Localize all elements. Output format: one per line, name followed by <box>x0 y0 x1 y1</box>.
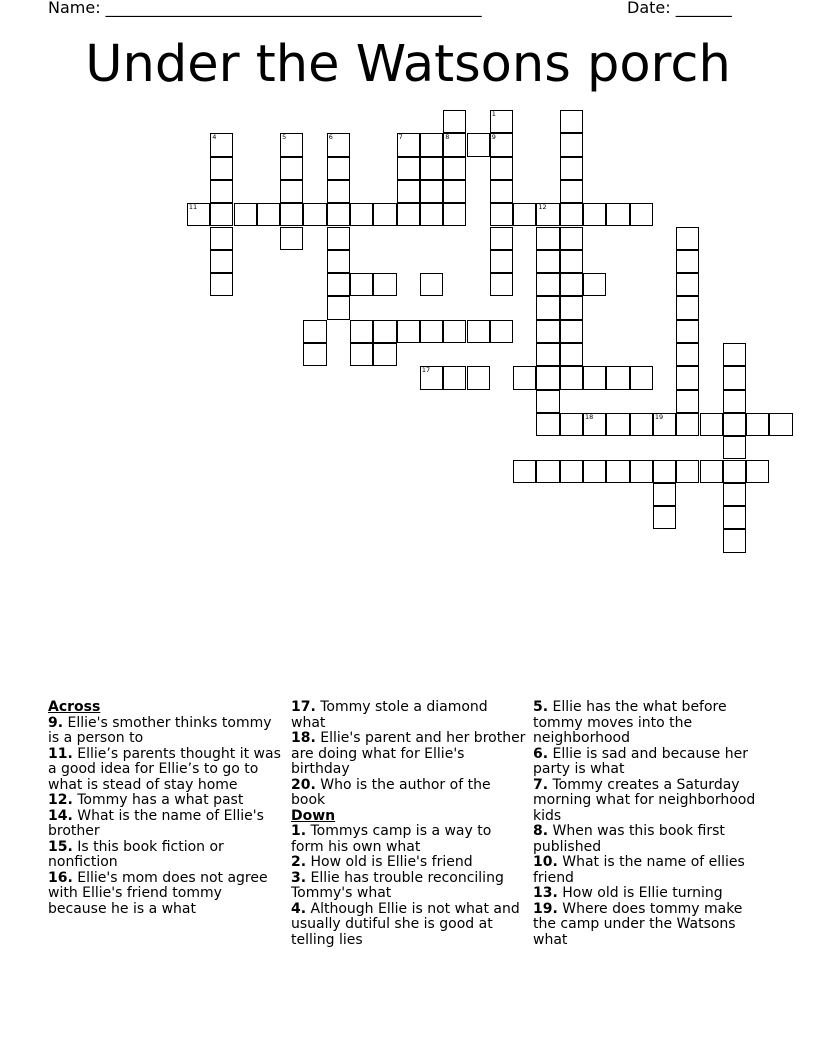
grid-cell[interactable] <box>630 460 653 483</box>
grid-cell[interactable] <box>327 227 350 250</box>
grid-cell[interactable] <box>536 366 559 389</box>
grid-cell[interactable] <box>467 366 490 389</box>
page-title: Under the Watsons porch <box>85 35 731 94</box>
grid-cell[interactable] <box>606 366 629 389</box>
grid-cell[interactable] <box>327 133 350 156</box>
clue-item-text: Tommy stole a diamond what <box>291 699 488 731</box>
clue-item-text: What is the name of ellies friend <box>533 854 745 886</box>
grid-cell[interactable] <box>397 180 420 203</box>
grid-cell[interactable] <box>653 460 676 483</box>
grid-cell[interactable] <box>234 203 257 226</box>
grid-cell[interactable] <box>560 320 583 343</box>
grid-cell[interactable] <box>210 250 233 273</box>
clue-item <box>533 700 768 747</box>
grid-cell[interactable] <box>443 157 466 180</box>
grid-cell[interactable] <box>746 413 769 436</box>
clue-item <box>291 778 526 809</box>
grid-cell[interactable] <box>303 320 326 343</box>
grid-cell[interactable] <box>467 320 490 343</box>
grid-cell[interactable] <box>583 366 606 389</box>
clue-item <box>533 747 768 778</box>
clue-item <box>291 871 526 902</box>
grid-cell[interactable] <box>723 529 746 552</box>
grid-cell[interactable] <box>560 180 583 203</box>
grid-cell[interactable] <box>676 460 699 483</box>
grid-cell[interactable] <box>327 250 350 273</box>
grid-cell[interactable] <box>700 460 723 483</box>
grid-cell[interactable] <box>723 343 746 366</box>
clue-item-text: Tommy creates a Saturday morning what for neighborhood kids <box>533 776 756 824</box>
clue-item <box>533 886 768 902</box>
grid-cell[interactable] <box>397 320 420 343</box>
clue-item-text: Who is the author of the book <box>291 776 491 808</box>
grid-cell[interactable] <box>560 203 583 226</box>
clue-item-number: 15. <box>48 838 73 855</box>
grid-cell[interactable] <box>350 273 373 296</box>
clue-item <box>48 809 283 840</box>
clue-item <box>291 700 526 731</box>
grid-cell[interactable] <box>397 203 420 226</box>
grid-cell[interactable] <box>513 460 536 483</box>
clue-number: 12 <box>538 203 547 212</box>
grid-cell[interactable] <box>373 273 396 296</box>
clue-item-number: 19. <box>533 900 558 917</box>
clue-item-number: 5. <box>533 699 549 715</box>
grid-cell[interactable] <box>536 343 559 366</box>
date-field-label: Date: _______ <box>627 0 732 17</box>
grid-cell[interactable] <box>210 157 233 180</box>
clue-number: 6 <box>328 133 333 142</box>
clue-number: 17 <box>421 366 431 375</box>
grid-cell[interactable] <box>443 133 466 156</box>
grid-cell[interactable] <box>700 413 723 436</box>
clue-number: 7 <box>398 133 403 142</box>
grid-cell[interactable] <box>373 343 396 366</box>
grid-cell[interactable] <box>490 320 513 343</box>
grid-cell[interactable] <box>630 413 653 436</box>
grid-cell[interactable] <box>560 366 583 389</box>
grid-cell[interactable] <box>676 390 699 413</box>
grid-cell[interactable] <box>420 203 443 226</box>
clue-item <box>533 902 768 949</box>
clue-column-2 <box>291 700 526 948</box>
grid-cell[interactable] <box>723 390 746 413</box>
grid-cell[interactable] <box>560 343 583 366</box>
grid-cell[interactable] <box>536 460 559 483</box>
grid-cell[interactable] <box>606 460 629 483</box>
clue-item-text: Tommys camp is a way to form his own what <box>291 823 492 855</box>
grid-cell[interactable] <box>280 227 303 250</box>
grid-cell[interactable] <box>467 133 490 156</box>
grid-cell[interactable] <box>327 203 350 226</box>
clue-item-number: 7. <box>533 776 549 793</box>
down-heading: Down <box>291 807 336 824</box>
clue-item-number: 1. <box>291 823 307 839</box>
grid-cell[interactable] <box>583 203 606 226</box>
clue-item-number: 17. <box>291 699 316 715</box>
clue-item-text: What is the name of Ellie's brother <box>48 807 264 839</box>
clue-item-number: 8. <box>533 823 549 839</box>
grid-cell[interactable] <box>560 250 583 273</box>
grid-cell[interactable] <box>443 320 466 343</box>
grid-cell[interactable] <box>723 366 746 389</box>
grid-cell[interactable] <box>397 157 420 180</box>
grid-cell[interactable] <box>536 296 559 319</box>
grid-cell[interactable] <box>560 157 583 180</box>
clue-number: 8 <box>445 133 450 142</box>
clue-item-number: 18. <box>291 730 316 746</box>
grid-cell[interactable] <box>560 296 583 319</box>
clue-item-text: Ellie's smother thinks tommy is a person to <box>48 714 272 746</box>
clue-item-text: Ellie’s parents thought it was a good idea for Ellie’s to go to what is stead of stay home <box>48 745 281 793</box>
grid-cell[interactable] <box>490 110 513 133</box>
clue-item-number: 14. <box>48 807 73 824</box>
grid-cell[interactable] <box>420 320 443 343</box>
clue-item-text: Ellie has trouble reconciling Tommy's what <box>291 869 504 901</box>
grid-cell[interactable] <box>560 273 583 296</box>
clue-column-3 <box>533 700 768 948</box>
grid-cell[interactable] <box>653 483 676 506</box>
grid-cell[interactable] <box>327 273 350 296</box>
grid-cell[interactable] <box>513 203 536 226</box>
grid-cell[interactable] <box>490 203 513 226</box>
clue-item-text: Although Ellie is not what and usually dutiful she is good at telling lies <box>291 900 520 948</box>
grid-cell[interactable] <box>210 203 233 226</box>
grid-cell[interactable] <box>327 296 350 319</box>
grid-cell[interactable] <box>653 413 676 436</box>
grid-cell[interactable] <box>420 157 443 180</box>
clue-item <box>291 902 526 949</box>
grid-cell[interactable] <box>490 273 513 296</box>
clue-item-number: 6. <box>533 745 549 762</box>
grid-cell[interactable] <box>536 250 559 273</box>
grid-cell[interactable] <box>536 390 559 413</box>
clue-item-text: How old is Ellie turning <box>557 885 723 901</box>
clue-item-text: Ellie has the what before tommy moves into the neighborhood <box>533 699 727 746</box>
grid-cell[interactable] <box>327 157 350 180</box>
clue-item-text: Ellie's mom does not agree with Ellie's friend tommy because he is a what <box>48 869 268 917</box>
grid-cell[interactable] <box>327 180 350 203</box>
grid-cell[interactable] <box>490 133 513 156</box>
grid-cell[interactable] <box>606 413 629 436</box>
grid-cell[interactable] <box>490 157 513 180</box>
grid-cell[interactable] <box>723 413 746 436</box>
grid-cell[interactable] <box>397 133 420 156</box>
grid-cell[interactable] <box>536 227 559 250</box>
grid-cell[interactable] <box>536 413 559 436</box>
grid-cell[interactable] <box>746 460 769 483</box>
grid-cell[interactable] <box>187 203 210 226</box>
clue-number: 18 <box>585 412 594 421</box>
grid-cell[interactable] <box>676 273 699 296</box>
clue-item-text: When was this book first published <box>533 823 725 855</box>
grid-cell[interactable] <box>443 180 466 203</box>
grid-cell[interactable] <box>769 413 792 436</box>
grid-cell[interactable] <box>560 110 583 133</box>
grid-cell[interactable] <box>257 203 280 226</box>
clue-item-number: 3. <box>291 869 307 886</box>
grid-cell[interactable] <box>606 203 629 226</box>
grid-cell[interactable] <box>350 343 373 366</box>
grid-cell[interactable] <box>536 203 559 226</box>
grid-cell[interactable] <box>676 366 699 389</box>
clue-item <box>533 778 768 825</box>
grid-cell[interactable] <box>420 366 443 389</box>
grid-cell[interactable] <box>676 250 699 273</box>
grid-cell[interactable] <box>676 413 699 436</box>
clue-item-text: Tommy has a what past <box>72 792 244 808</box>
grid-cell[interactable] <box>653 506 676 529</box>
clue-item <box>48 840 283 871</box>
clue-item-number: 20. <box>291 776 316 793</box>
grid-cell[interactable] <box>420 133 443 156</box>
clue-item-text: Ellie is sad and because her party is what <box>533 745 748 777</box>
grid-cell[interactable] <box>536 320 559 343</box>
clue-number: 4 <box>212 133 217 142</box>
clue-item-number: 16. <box>48 869 73 886</box>
grid-cell[interactable] <box>280 157 303 180</box>
grid-cell[interactable] <box>560 227 583 250</box>
clue-item <box>48 716 283 747</box>
grid-cell[interactable] <box>443 366 466 389</box>
grid-cell[interactable] <box>723 436 746 459</box>
grid-cell[interactable] <box>443 110 466 133</box>
grid-cell[interactable] <box>723 460 746 483</box>
grid-cell[interactable] <box>280 133 303 156</box>
grid-cell[interactable] <box>583 460 606 483</box>
clue-item-number: 4. <box>291 900 307 917</box>
clue-item-text: How old is Ellie's friend <box>306 854 473 870</box>
clue-item <box>48 747 283 794</box>
grid-cell[interactable] <box>723 506 746 529</box>
clue-item-text: Where does tommy make the camp under the Watsons what <box>533 900 743 948</box>
grid-cell[interactable] <box>210 273 233 296</box>
grid-cell[interactable] <box>303 203 326 226</box>
grid-cell[interactable] <box>350 203 373 226</box>
grid-cell[interactable] <box>420 180 443 203</box>
clue-item-number: 2. <box>291 854 307 870</box>
grid-cell[interactable] <box>210 133 233 156</box>
grid-cell[interactable] <box>280 203 303 226</box>
clue-item-number: 12. <box>48 792 73 808</box>
clue-item <box>533 824 768 855</box>
grid-cell[interactable] <box>420 273 443 296</box>
clue-item-text: Is this book fiction or nonfiction <box>48 838 224 870</box>
clue-item-number: 13. <box>533 885 558 901</box>
grid-cell[interactable] <box>210 180 233 203</box>
grid-cell[interactable] <box>490 227 513 250</box>
grid-cell[interactable] <box>536 273 559 296</box>
grid-cell[interactable] <box>560 413 583 436</box>
grid-cell[interactable] <box>560 133 583 156</box>
clue-item-number: 10. <box>533 854 558 870</box>
clue-item <box>48 793 283 809</box>
clue-item <box>291 824 526 855</box>
clue-item <box>291 731 526 778</box>
grid-cell[interactable] <box>443 203 466 226</box>
grid-cell[interactable] <box>373 320 396 343</box>
clue-item-number: 11. <box>48 745 73 762</box>
grid-cell[interactable] <box>583 413 606 436</box>
clue-item-text: Ellie's parent and her brother are doing what for Ellie's birthday <box>291 730 526 777</box>
name-field-label: Name: _______________________________________________ <box>48 0 482 17</box>
grid-cell[interactable] <box>490 180 513 203</box>
grid-cell[interactable] <box>676 343 699 366</box>
grid-cell[interactable] <box>303 343 326 366</box>
grid-cell[interactable] <box>210 227 233 250</box>
clue-number: 11 <box>188 203 198 212</box>
grid-cell[interactable] <box>676 296 699 319</box>
grid-cell[interactable] <box>723 483 746 506</box>
grid-cell[interactable] <box>583 273 606 296</box>
grid-cell[interactable] <box>676 320 699 343</box>
clue-number: 19 <box>654 412 664 421</box>
clue-item <box>48 871 283 918</box>
clue-column-1 <box>48 700 283 917</box>
grid-cell[interactable] <box>350 320 373 343</box>
clue-item <box>533 855 768 886</box>
grid-cell[interactable] <box>630 203 653 226</box>
grid-cell[interactable] <box>513 366 536 389</box>
grid-cell[interactable] <box>630 366 653 389</box>
clue-number: 9 <box>491 133 496 142</box>
across-heading: Across <box>48 699 101 715</box>
clue-item <box>291 855 526 871</box>
grid-cell[interactable] <box>676 227 699 250</box>
grid-cell[interactable] <box>490 250 513 273</box>
clue-number: 5 <box>282 133 287 142</box>
grid-cell[interactable] <box>280 180 303 203</box>
grid-cell[interactable] <box>560 460 583 483</box>
clue-number: 1 <box>491 110 496 118</box>
clue-item-number: 9. <box>48 714 64 731</box>
grid-cell[interactable] <box>373 203 396 226</box>
